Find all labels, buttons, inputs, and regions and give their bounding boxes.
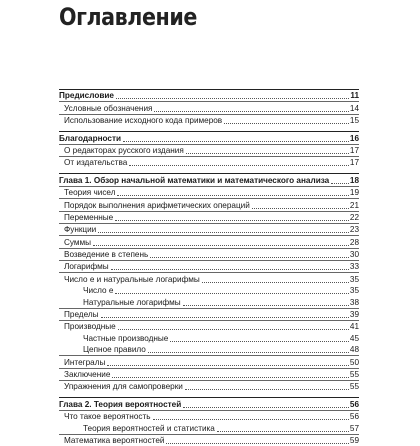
toc-entry-title: Натуральные логарифмы	[83, 297, 181, 307]
table-of-contents	[59, 89, 359, 446]
toc-dot-leader	[112, 377, 349, 378]
toc-entry[interactable]	[59, 211, 359, 223]
toc-dot-leader	[154, 111, 348, 112]
page-title: Оглавление	[59, 3, 197, 31]
toc-entry[interactable]	[59, 223, 359, 235]
toc-entry-page-number: 17	[349, 158, 359, 168]
toc-entry-title: Пределы	[64, 310, 99, 320]
toc-entry-page-number: 35	[349, 274, 359, 284]
toc-entry[interactable]	[59, 355, 359, 367]
toc-dot-leader	[183, 407, 349, 408]
toc-entry-title: Цепное правило	[83, 345, 146, 355]
toc-entry-title: Переменные	[64, 212, 114, 222]
toc-entry-page-number: 14	[349, 103, 359, 113]
toc-entry-title: Функции	[64, 225, 97, 235]
toc-dot-leader	[183, 305, 349, 306]
toc-entry-page-number: 19	[349, 188, 359, 198]
toc-dot-leader	[217, 431, 349, 432]
toc-entry-title: О редакторах русского издания	[64, 145, 184, 155]
toc-dot-leader	[150, 257, 349, 258]
toc-entry-title: Число e и натуральные логарифмы	[64, 274, 200, 284]
toc-entry-page-number: 17	[349, 145, 359, 155]
toc-entry-page-number: 41	[349, 322, 359, 332]
toc-entry-page-number: 38	[349, 297, 359, 307]
toc-entry[interactable]	[59, 272, 359, 284]
toc-entry-title: Число e	[83, 286, 114, 296]
toc-dot-leader	[123, 141, 349, 142]
toc-entry[interactable]	[59, 186, 359, 198]
toc-entry-page-number: 35	[349, 286, 359, 296]
toc-entry[interactable]	[59, 380, 359, 392]
toc-entry-page-number: 15	[349, 116, 359, 126]
toc-dot-leader	[252, 208, 349, 209]
toc-dot-leader	[166, 443, 348, 444]
toc-entry-title: Условные обозначения	[64, 103, 153, 113]
toc-entry-page-number: 50	[349, 357, 359, 367]
toc-section-entry[interactable]	[59, 397, 359, 409]
toc-dot-leader	[115, 293, 349, 294]
toc-entry-page-number: 33	[349, 262, 359, 272]
toc-entry[interactable]	[59, 320, 359, 332]
toc-entry-title: Предисловие	[59, 91, 114, 101]
toc-entry[interactable]	[59, 144, 359, 156]
toc-entry-title: Производные	[64, 322, 116, 332]
toc-entry[interactable]	[59, 434, 359, 446]
toc-entry[interactable]	[59, 422, 359, 433]
toc-entry-title: Глава 2. Теория вероятностей	[59, 399, 182, 409]
toc-entry-page-number: 56	[349, 412, 359, 422]
toc-entry-title: Математика вероятностей	[64, 435, 165, 445]
toc-dot-leader	[331, 183, 349, 184]
toc-entry-page-number: 45	[349, 333, 359, 343]
toc-entry-title: Логарифмы	[64, 262, 109, 272]
toc-dot-leader	[101, 317, 349, 318]
toc-entry-page-number: 56	[349, 399, 359, 409]
toc-dot-leader	[185, 389, 349, 390]
toc-entry-title: Благодарности	[59, 133, 122, 143]
toc-entry[interactable]	[59, 296, 359, 307]
toc-entry-page-number: 11	[350, 91, 359, 101]
toc-entry-title: Частные производные	[83, 333, 169, 343]
toc-dot-leader	[107, 365, 349, 366]
toc-entry-page-number: 16	[349, 133, 359, 143]
toc-entry-title: Теория чисел	[64, 188, 116, 198]
toc-section-entry[interactable]	[59, 173, 359, 185]
toc-entry[interactable]	[59, 285, 359, 296]
toc-entry[interactable]	[59, 198, 359, 210]
toc-dot-leader	[98, 232, 349, 233]
toc-dot-leader	[186, 153, 349, 154]
toc-entry[interactable]	[59, 156, 359, 168]
toc-entry-page-number: 21	[349, 200, 359, 210]
toc-entry-title: Заключение	[64, 369, 111, 379]
toc-entry-page-number: 18	[349, 175, 359, 185]
toc-entry[interactable]	[59, 114, 359, 126]
toc-dot-leader	[115, 220, 349, 221]
toc-dot-leader	[111, 269, 349, 270]
toc-entry-title: Что такое вероятность	[64, 412, 151, 422]
toc-entry-title: От издательства	[64, 158, 128, 168]
toc-dot-leader	[117, 195, 348, 196]
toc-entry[interactable]	[59, 248, 359, 260]
toc-entry[interactable]	[59, 308, 359, 320]
toc-dot-leader	[116, 98, 349, 99]
toc-entry[interactable]	[59, 344, 359, 355]
toc-entry-page-number: 55	[349, 382, 359, 392]
toc-entry[interactable]	[59, 235, 359, 247]
toc-entry-title: Глава 1. Обзор начальной математики и математического анализа	[59, 175, 330, 185]
toc-entry-page-number: 23	[349, 225, 359, 235]
toc-entry[interactable]	[59, 260, 359, 272]
toc-entry-page-number: 55	[349, 369, 359, 379]
toc-entry-title: Интегралы	[64, 357, 106, 367]
toc-entry-title: Порядок выполнения арифметических операций	[64, 200, 250, 210]
toc-entry-title: Суммы	[64, 237, 92, 247]
toc-entry-title: Использование исходного кода примеров	[64, 116, 223, 126]
toc-dot-leader	[93, 245, 349, 246]
toc-dot-leader	[224, 123, 349, 124]
toc-entry-title: Возведение в степень	[64, 250, 149, 260]
toc-section-entry[interactable]	[59, 89, 359, 101]
toc-entry[interactable]	[59, 368, 359, 380]
toc-entry-page-number: 22	[349, 212, 359, 222]
toc-entry[interactable]	[59, 332, 359, 343]
toc-entry[interactable]	[59, 101, 359, 113]
toc-entry-title: Упражнения для самопроверки	[64, 382, 183, 392]
toc-entry-page-number: 28	[349, 237, 359, 247]
toc-dot-leader	[170, 341, 349, 342]
toc-entry-page-number: 39	[349, 310, 359, 320]
toc-entry-title: Теория вероятностей и статистика	[83, 423, 215, 433]
toc-entry-page-number: 30	[349, 250, 359, 260]
toc-entry-page-number: 48	[349, 345, 359, 355]
toc-dot-leader	[202, 282, 349, 283]
toc-entry[interactable]	[59, 410, 359, 422]
toc-dot-leader	[148, 352, 349, 353]
toc-entry-page-number: 57	[349, 423, 359, 433]
toc-entry-page-number: 59	[349, 435, 359, 445]
toc-dot-leader	[118, 329, 349, 330]
toc-section-entry[interactable]	[59, 131, 359, 143]
toc-dot-leader	[129, 165, 349, 166]
